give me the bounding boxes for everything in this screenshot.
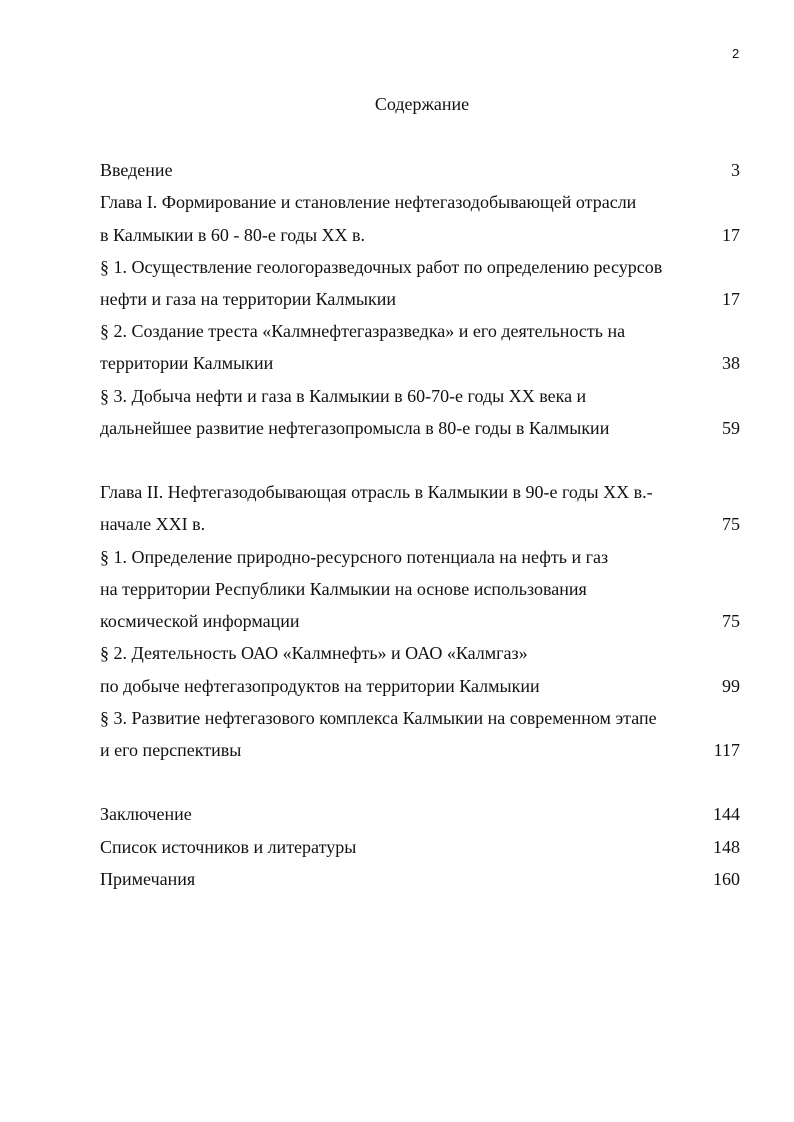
- toc-entry-text: на территории Республики Калмыкии на основе использования: [100, 579, 587, 599]
- toc-row: [100, 157, 760, 183]
- toc-entry-text: § 1. Определение природно-ресурсного потенциала на нефть и газ: [100, 547, 609, 567]
- toc-row: [100, 318, 760, 344]
- toc-entry-page: 144: [713, 804, 740, 824]
- toc-entry-page: 148: [713, 837, 740, 857]
- toc-entry-text: § 3. Развитие нефтегазового комплекса Калмыкии на современном этапе: [100, 708, 657, 728]
- toc-entry-page: 3: [731, 160, 740, 180]
- toc-row: [100, 608, 760, 634]
- toc-row: [100, 415, 760, 441]
- toc-entry-text: § 2. Создание треста «Калмнефтегазразведка» и его деятельность на: [100, 321, 626, 341]
- toc-entry-page: 117: [713, 740, 740, 760]
- toc-row: [100, 189, 760, 215]
- toc-row: [100, 544, 760, 570]
- toc-entry-text: и его перспективы: [100, 740, 242, 760]
- toc-entry-text: начале XXI в.: [100, 514, 206, 534]
- toc-entry-text: § 1. Осуществление геологоразведочных работ по определению ресурсов: [100, 257, 663, 277]
- toc-entry-text: Заключение: [100, 804, 192, 824]
- toc-row: [100, 866, 760, 892]
- toc-entry-text: дальнейшее развитие нефтегазопромысла в 80-е годы в Калмыкии: [100, 418, 610, 438]
- toc-entry-page: 17: [722, 289, 740, 309]
- toc-row: [100, 350, 760, 376]
- toc-entry-text: по добыче нефтегазопродуктов на территории Калмыкии: [100, 676, 540, 696]
- toc-entry-page: 17: [722, 225, 740, 245]
- toc-entry-page: 99: [722, 676, 740, 696]
- toc-entry-text: нефти и газа на территории Калмыкии: [100, 289, 397, 309]
- toc-row: [100, 286, 760, 312]
- toc-row: [100, 737, 760, 763]
- toc-row: [100, 576, 760, 602]
- toc-entry-text: Глава II. Нефтегазодобывающая отрасль в Калмыкии в 90-е годы XX в.-: [100, 482, 653, 502]
- toc-row: [100, 222, 760, 248]
- toc-entry-text: Глава I. Формирование и становление нефтегазодобывающей отрасли: [100, 192, 637, 212]
- toc-entry-page: 38: [722, 353, 740, 373]
- page-number: 2: [732, 46, 740, 61]
- toc-entry-text: территории Калмыкии: [100, 353, 274, 373]
- toc-row: [100, 834, 760, 860]
- toc-entry-page: 75: [722, 514, 740, 534]
- toc-row: [100, 801, 760, 827]
- toc-title: Содержание: [374, 94, 470, 114]
- toc-entry-text: Список источников и литературы: [100, 837, 357, 857]
- toc-row: [100, 673, 760, 699]
- toc-entry-text: космической информации: [100, 611, 300, 631]
- toc-entry-page: 75: [722, 611, 740, 631]
- toc-entry-page: 160: [713, 869, 740, 889]
- toc-row: [100, 705, 760, 731]
- toc-entry-text: § 3. Добыча нефти и газа в Калмыкии в 60-70-е годы XX века и: [100, 386, 587, 406]
- toc-row: [100, 511, 760, 537]
- toc-entry-text: в Калмыкии в 60 - 80-е годы XX в.: [100, 225, 366, 245]
- toc-entry-text: § 2. Деятельность ОАО «Калмнефть» и ОАО «Калмгаз»: [100, 643, 528, 663]
- toc-entry-text: Примечания: [100, 869, 196, 889]
- toc-row: [100, 254, 760, 280]
- toc-row: [100, 479, 760, 505]
- toc-row: [100, 640, 760, 666]
- toc-entry-page: 59: [722, 418, 740, 438]
- toc-entry-text: Введение: [100, 160, 173, 180]
- toc-row: [100, 383, 760, 409]
